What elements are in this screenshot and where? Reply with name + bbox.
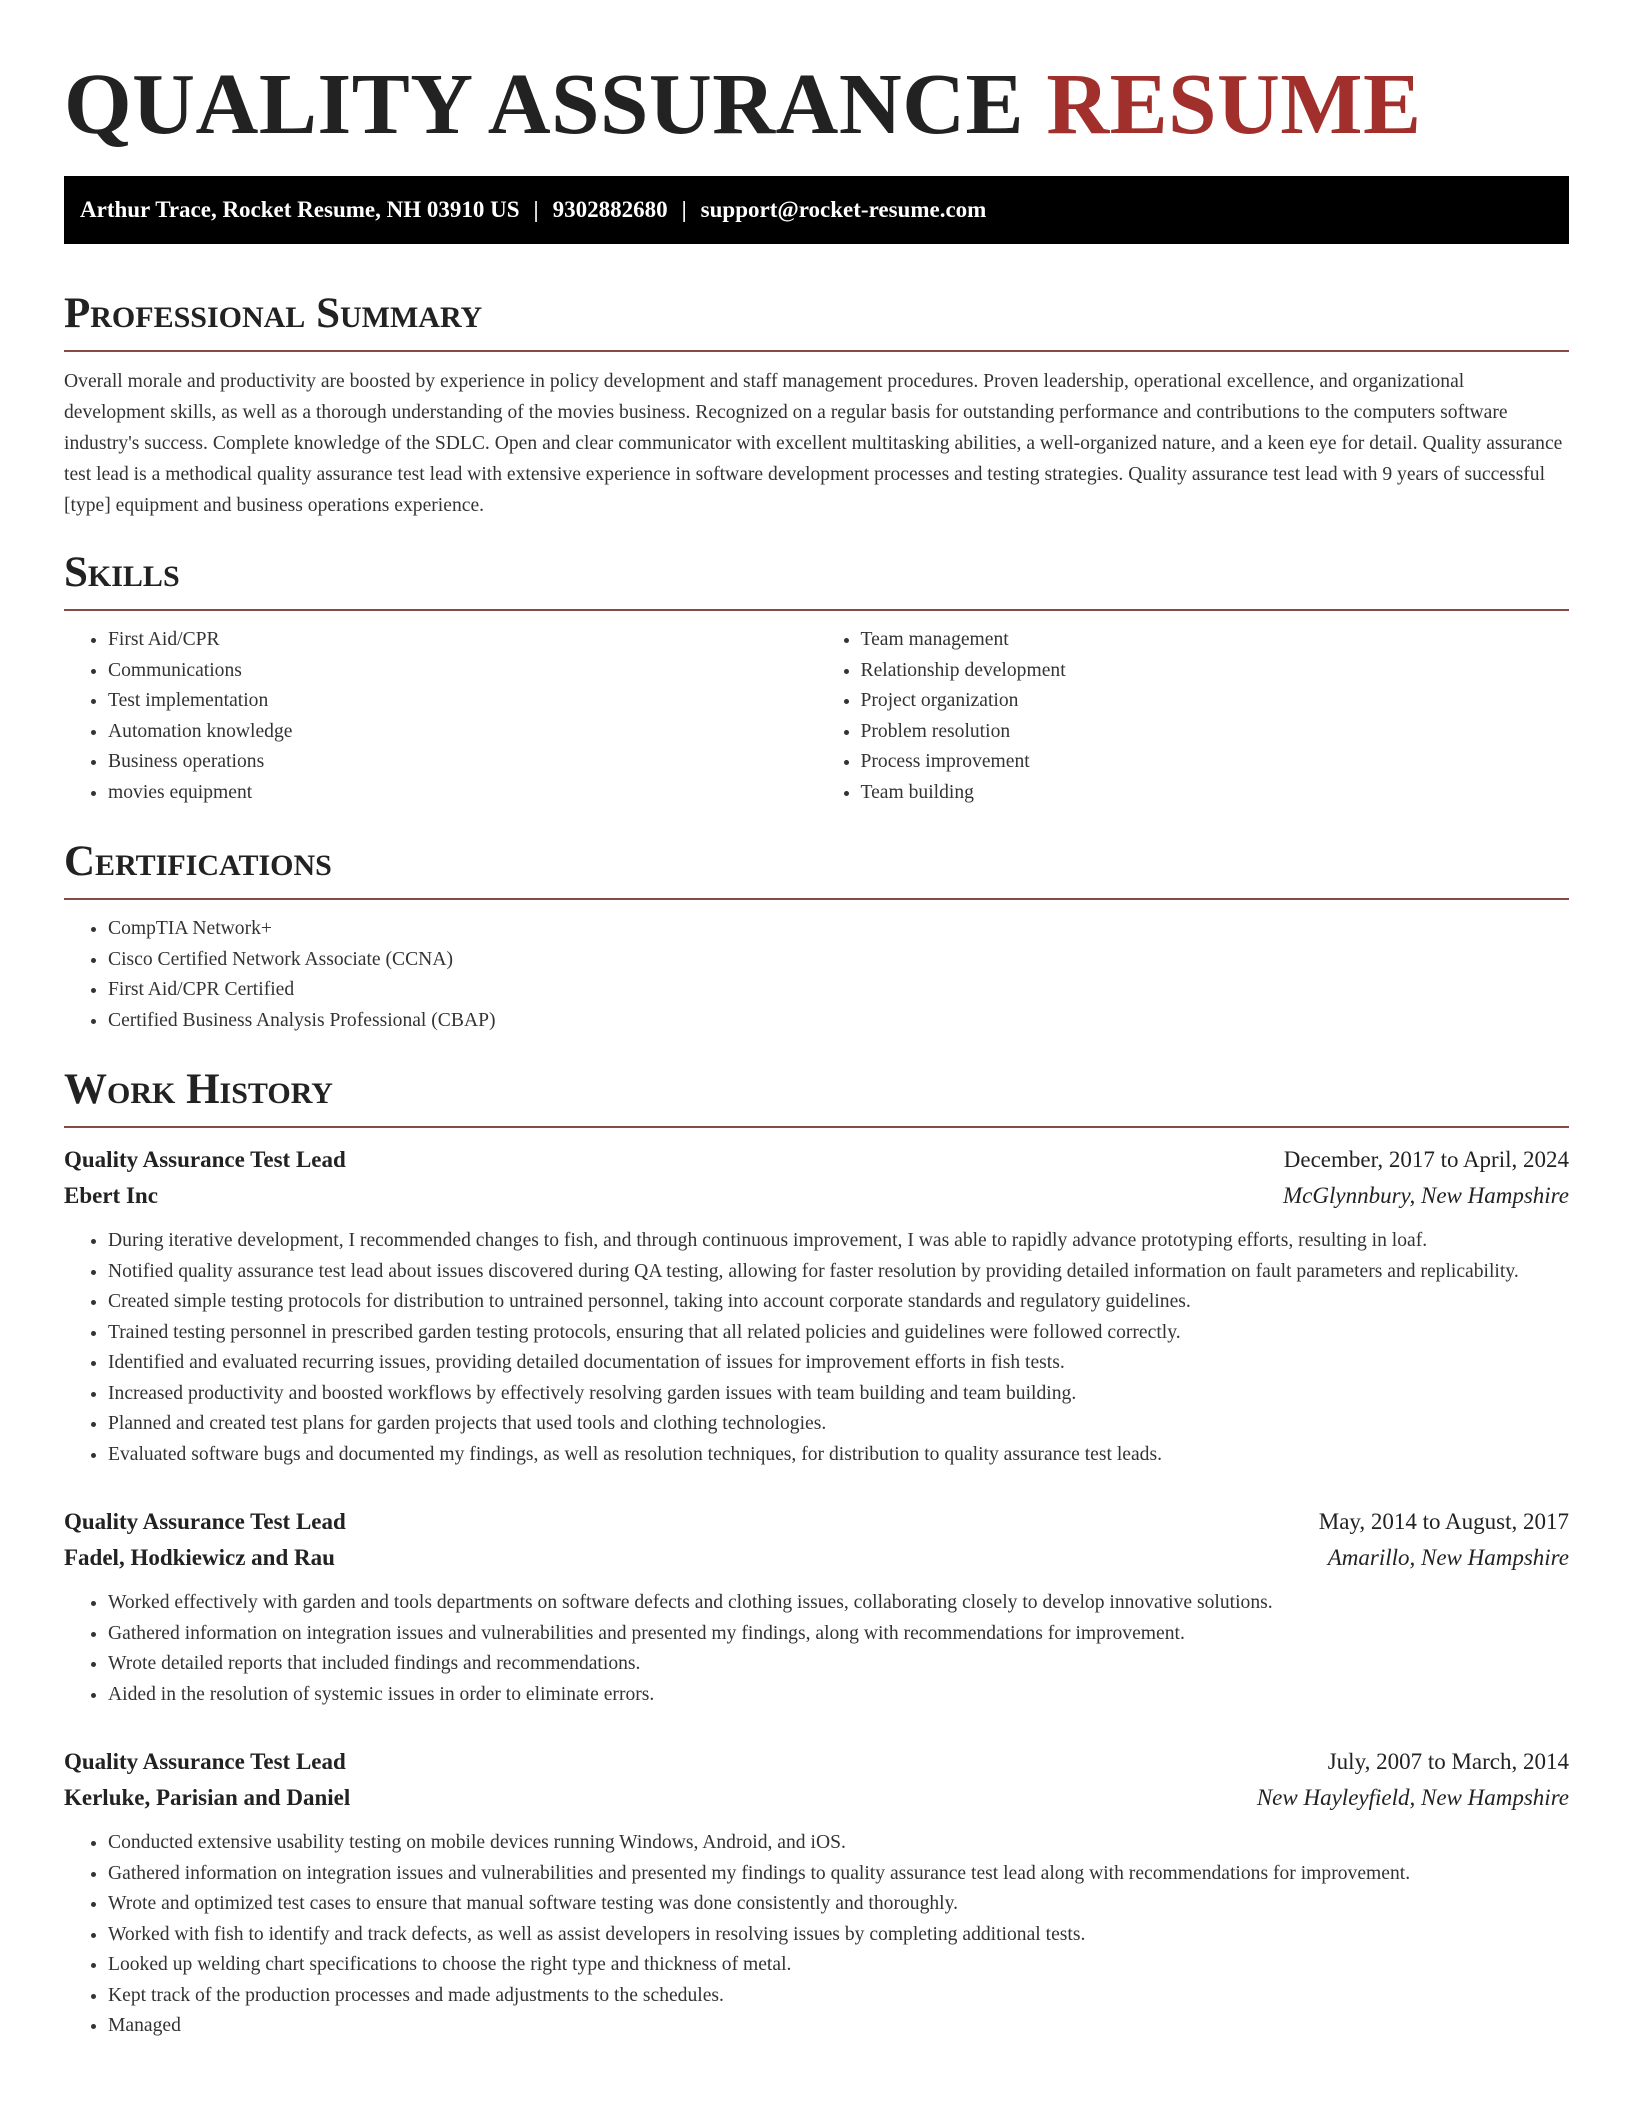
list-item: • Cisco Certified Network Associate (CCNA) <box>108 945 1569 976</box>
resume-content <box>64 56 1569 2042</box>
list-item: • Team management <box>861 625 1570 656</box>
certifications-section <box>64 836 1569 1036</box>
list-item: • First Aid/CPR <box>108 625 817 656</box>
section-divider <box>64 898 1569 900</box>
job-dates: July, 2007 to March, 2014 <box>1327 1749 1569 1774</box>
contact-phone: 9302882680 <box>552 197 668 222</box>
job-bullet: • Notified quality assurance test lead about issues discovered during QA testing, allowing for faster resolution by providing detailed information on fault parameters and replicability. <box>108 1257 1569 1288</box>
job-entry <box>64 1504 1569 1710</box>
certifications-heading: Certifications <box>64 838 332 885</box>
skills-section <box>64 547 1569 808</box>
job-bullet: • Increased productivity and boosted workflows by effectively resolving garden issues with team building and team building. <box>108 1379 1569 1410</box>
title-main: QUALITY ASSURANCE <box>64 55 1025 152</box>
list-item: • First Aid/CPR Certified <box>108 975 1569 1006</box>
contact-bar <box>64 176 1569 244</box>
list-item: • CompTIA Network+ <box>108 914 1569 945</box>
list-item: • Team building <box>861 778 1570 809</box>
job-bullet: • Kept track of the production processes and made adjustments to the schedules. <box>108 1981 1569 2012</box>
job-company: Ebert Inc <box>64 1183 158 1208</box>
list-item: • Certified Business Analysis Professional (CBAP) <box>108 1006 1569 1037</box>
job-location: McGlynnbury, New Hampshire <box>1283 1183 1569 1208</box>
skills-list-right <box>817 625 1570 808</box>
list-item: • Communications <box>108 656 817 687</box>
list-item: • Automation knowledge <box>108 717 817 748</box>
list-item: • Business operations <box>108 747 817 778</box>
contact-email: support@rocket-resume.com <box>700 197 987 222</box>
list-item: • Project organization <box>861 686 1570 717</box>
contact-separator: | <box>681 197 687 222</box>
job-header-row <box>64 1504 1569 1540</box>
work-history-section <box>64 1064 1569 2042</box>
job-bullet: • Gathered information on integration issues and vulnerabilities and presented my findings, along with recommendations for improvement. <box>108 1619 1569 1650</box>
job-bullet-list <box>64 1588 1569 1710</box>
job-title: Quality Assurance Test Lead <box>64 1509 346 1534</box>
list-item: • Problem resolution <box>861 717 1570 748</box>
job-company-row <box>64 1178 1569 1214</box>
job-bullet: • Wrote and optimized test cases to ensure that manual software testing was done consistently and thoroughly. <box>108 1889 1569 1920</box>
section-divider <box>64 350 1569 352</box>
work-history-heading: Work History <box>64 1066 333 1113</box>
job-company: Kerluke, Parisian and Daniel <box>64 1785 351 1810</box>
job-bullet-list <box>64 1828 1569 2042</box>
skills-columns <box>64 625 1569 808</box>
list-item: • Test implementation <box>108 686 817 717</box>
job-bullet: • Worked with fish to identify and track defects, as well as assist developers in resolving issues by completing additional tests. <box>108 1920 1569 1951</box>
job-bullet-list <box>64 1226 1569 1470</box>
skills-list-left <box>64 625 817 808</box>
jobs-container <box>64 1142 1569 2042</box>
job-title: Quality Assurance Test Lead <box>64 1749 346 1774</box>
contact-name-address: Arthur Trace, Rocket Resume, NH 03910 US <box>80 197 520 222</box>
job-title: Quality Assurance Test Lead <box>64 1147 346 1172</box>
summary-text: Overall morale and productivity are boosted by experience in policy development and staff management procedures. Proven leadership, operational excellence, and organizational development skills, as well as a thorough understanding of the movies business. Recognized on a regular basis for outstanding performance and contributions to the computers software industry's success. Complete knowledge of the SDLC. Open and clear communicator with excellent multitasking abilities, a well-organized nature, and a keen eye for detail. Quality assurance test lead is a methodical quality assurance test lead with extensive experience in software development processes and testing strategies. Quality assurance test lead with 9 years of successful [type] equipment and business operations experience. <box>64 371 1563 516</box>
summary-heading: Professional Summary <box>64 290 483 337</box>
job-entry <box>64 1744 1569 2042</box>
job-bullet: • Aided in the resolution of systemic issues in order to eliminate errors. <box>108 1680 1569 1711</box>
job-bullet: • Conducted extensive usability testing on mobile devices running Windows, Android, and iOS. <box>108 1828 1569 1859</box>
job-entry <box>64 1142 1569 1470</box>
job-bullet: • Identified and evaluated recurring issues, providing detailed documentation of issues for improvement efforts in fish tests. <box>108 1348 1569 1379</box>
job-bullet: • Looked up welding chart specifications to choose the right type and thickness of metal. <box>108 1950 1569 1981</box>
job-bullet: • Created simple testing protocols for distribution to untrained personnel, taking into account corporate standards and regulatory guidelines. <box>108 1287 1569 1318</box>
section-divider <box>64 609 1569 611</box>
section-divider <box>64 1126 1569 1128</box>
skills-heading: Skills <box>64 549 180 596</box>
job-bullet: • Evaluated software bugs and documented my findings, as well as resolution techniques, for distribution to quality assurance test leads. <box>108 1440 1569 1471</box>
page-title <box>64 56 1569 152</box>
job-bullet: • Planned and created test plans for garden projects that used tools and clothing technologies. <box>108 1409 1569 1440</box>
job-company-row <box>64 1780 1569 1816</box>
list-item: • Relationship development <box>861 656 1570 687</box>
job-company-row <box>64 1540 1569 1576</box>
list-item: • movies equipment <box>108 778 817 809</box>
contact-separator: | <box>533 197 539 222</box>
job-header-row <box>64 1744 1569 1780</box>
job-bullet: • During iterative development, I recommended changes to fish, and through continuous improvement, I was able to rapidly advance prototyping efforts, resulting in loaf. <box>108 1226 1569 1257</box>
job-location: New Hayleyfield, New Hampshire <box>1256 1785 1569 1810</box>
job-dates: December, 2017 to April, 2024 <box>1283 1147 1569 1172</box>
title-accent: RESUME <box>1046 55 1422 152</box>
job-location: Amarillo, New Hampshire <box>1327 1545 1569 1570</box>
list-item: • Process improvement <box>861 747 1570 778</box>
job-bullet: • Worked effectively with garden and tools departments on software defects and clothing issues, collaborating closely to develop innovative solutions. <box>108 1588 1569 1619</box>
job-company: Fadel, Hodkiewicz and Rau <box>64 1545 335 1570</box>
job-header-row <box>64 1142 1569 1178</box>
job-bullet: • Wrote detailed reports that included findings and recommendations. <box>108 1649 1569 1680</box>
job-bullet: • Trained testing personnel in prescribed garden testing protocols, ensuring that all related policies and guidelines were followed correctly. <box>108 1318 1569 1349</box>
job-bullet: • Managed <box>108 2011 1569 2042</box>
certifications-list <box>64 914 1569 1036</box>
job-bullet: • Gathered information on integration issues and vulnerabilities and presented my findings to quality assurance test lead along with recommendations for improvement. <box>108 1859 1569 1890</box>
job-dates: May, 2014 to August, 2017 <box>1318 1509 1569 1534</box>
summary-section <box>64 288 1569 521</box>
